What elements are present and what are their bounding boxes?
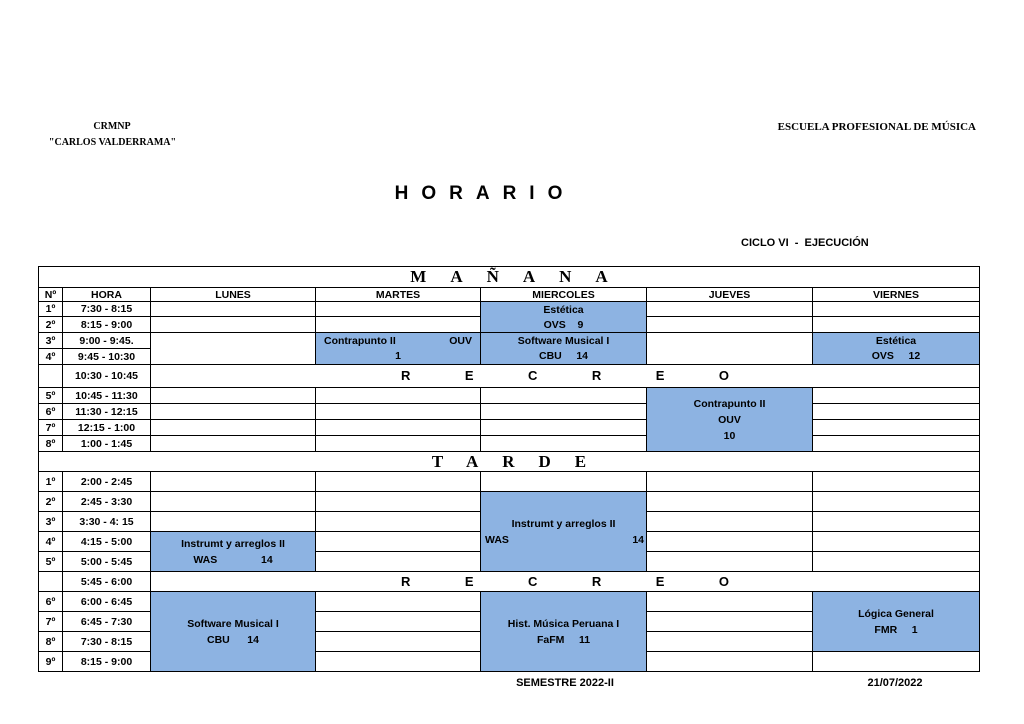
table-row — [39, 436, 980, 452]
period-number: 3º — [39, 512, 63, 532]
empty-cell — [647, 512, 813, 532]
empty-cell — [647, 302, 813, 317]
course-name: Estética — [543, 303, 584, 316]
course-room: 10 — [723, 429, 736, 442]
empty-cell — [316, 632, 481, 652]
empty-cell — [813, 552, 980, 572]
course-code: OVS 9 — [543, 318, 584, 331]
empty-cell — [151, 302, 316, 317]
period-number — [39, 365, 63, 388]
empty-cell — [647, 472, 813, 492]
empty-cell — [316, 388, 481, 404]
empty-cell — [151, 404, 316, 420]
empty-cell — [813, 388, 980, 404]
course-name: Instrumt y arreglos II — [181, 537, 285, 550]
course-name: Software Musical I — [517, 335, 610, 347]
empty-cell — [316, 532, 481, 552]
period-number: 6º — [39, 592, 63, 612]
empty-cell — [813, 302, 980, 317]
period-time: 7:30 - 8:15 — [63, 632, 151, 652]
course-name: Instrumt y arreglos II — [511, 517, 616, 530]
institution-subtitle: "CARLOS VALDERRAMA" — [48, 137, 177, 148]
period-time: 3:30 - 4: 15 — [63, 512, 151, 532]
page-title: HORARIO — [394, 183, 576, 204]
course-cell — [647, 388, 813, 452]
empty-cell — [316, 420, 481, 436]
empty-cell — [813, 404, 980, 420]
empty-cell — [481, 436, 647, 452]
course-code: CBU 14 — [207, 633, 259, 646]
empty-cell — [647, 612, 813, 632]
period-time: 2:45 - 3:30 — [63, 492, 151, 512]
institution-name: CRMNP — [93, 121, 131, 132]
empty-cell — [316, 472, 481, 492]
empty-cell — [316, 512, 481, 532]
column-header-row — [39, 288, 980, 302]
empty-cell — [316, 552, 481, 572]
recess-row — [39, 572, 980, 592]
empty-cell — [647, 652, 813, 672]
empty-cell — [813, 652, 980, 672]
course-name: Lógica General — [858, 607, 934, 620]
course-cell — [151, 592, 316, 672]
recess-label: R E C R E O — [151, 365, 980, 388]
course-cell — [813, 333, 980, 365]
course-room: 1 — [395, 350, 401, 362]
section-afternoon-title: TARDE — [39, 452, 980, 472]
period-time: 5:00 - 5:45 — [63, 552, 151, 572]
table-row — [39, 302, 980, 317]
empty-cell — [151, 317, 316, 333]
empty-cell — [316, 404, 481, 420]
period-number: 1º — [39, 472, 63, 492]
course-name: Estética — [875, 335, 917, 347]
period-number: 1º — [39, 302, 63, 317]
period-time: 1:00 - 1:45 — [63, 436, 151, 452]
course-code: OUV — [449, 335, 472, 347]
empty-cell — [813, 436, 980, 452]
period-number: 8º — [39, 632, 63, 652]
period-number: 4º — [39, 349, 63, 365]
school-name: ESCUELA PROFESIONAL DE MÚSICA — [777, 121, 976, 133]
period-number: 2º — [39, 492, 63, 512]
table-row — [39, 333, 980, 349]
cycle-label: CICLO VI - EJECUCIÓN — [741, 237, 869, 249]
course-cell — [813, 592, 980, 652]
column-header: MARTES — [316, 288, 481, 302]
period-time: 2:00 - 2:45 — [63, 472, 151, 492]
course-name: Software Musical I — [187, 617, 279, 630]
period-time: 5:45 - 6:00 — [63, 572, 151, 592]
empty-cell — [151, 436, 316, 452]
empty-cell — [813, 420, 980, 436]
empty-cell — [316, 317, 481, 333]
empty-cell — [151, 512, 316, 532]
table-row — [39, 420, 980, 436]
semester-label: SEMESTRE 2022-II — [516, 677, 614, 689]
period-number: 7º — [39, 420, 63, 436]
empty-cell — [813, 532, 980, 552]
period-time: 8:15 - 9:00 — [63, 652, 151, 672]
course-code: WAS 14 — [193, 553, 273, 566]
table-row — [39, 388, 980, 404]
schedule-table — [38, 266, 980, 672]
period-number: 4º — [39, 532, 63, 552]
course-name: Contrapunto II — [324, 335, 396, 347]
column-header: MIERCOLES — [481, 288, 647, 302]
empty-cell — [813, 492, 980, 512]
empty-cell — [316, 492, 481, 512]
course-cell — [316, 333, 481, 365]
course-cell — [481, 492, 647, 572]
course-cell — [481, 302, 647, 333]
table-row — [39, 472, 980, 492]
period-number: 7º — [39, 612, 63, 632]
empty-cell — [316, 612, 481, 632]
empty-cell — [151, 388, 316, 404]
empty-cell — [647, 552, 813, 572]
period-number: 8º — [39, 436, 63, 452]
empty-cell — [151, 420, 316, 436]
period-time: 11:30 - 12:15 — [63, 404, 151, 420]
recess-row — [39, 365, 980, 388]
empty-cell — [647, 492, 813, 512]
table-row — [39, 404, 980, 420]
period-time: 10:45 - 11:30 — [63, 388, 151, 404]
column-header: VIERNES — [813, 288, 980, 302]
period-time: 7:30 - 8:15 — [63, 302, 151, 317]
period-time: 8:15 - 9:00 — [63, 317, 151, 333]
empty-cell — [813, 317, 980, 333]
section-morning-title: MAÑANA — [39, 267, 980, 288]
course-code: CBU 14 — [538, 350, 589, 362]
column-header: LUNES — [151, 288, 316, 302]
period-number: 2º — [39, 317, 63, 333]
course-code: FaFM 11 — [536, 633, 591, 646]
course-code: WAS 14 — [485, 533, 644, 546]
empty-cell — [316, 302, 481, 317]
empty-cell — [316, 436, 481, 452]
course-code: FMR 1 — [874, 623, 918, 636]
empty-cell — [647, 632, 813, 652]
period-time: 9:45 - 10:30 — [63, 349, 151, 365]
empty-cell — [151, 333, 316, 365]
empty-cell — [151, 492, 316, 512]
empty-cell — [813, 512, 980, 532]
course-cell — [481, 592, 647, 672]
period-time: 10:30 - 10:45 — [63, 365, 151, 388]
empty-cell — [647, 592, 813, 612]
table-row — [39, 592, 980, 612]
period-time: 6:00 - 6:45 — [63, 592, 151, 612]
recess-label: R E C R E O — [151, 572, 980, 592]
period-time: 12:15 - 1:00 — [63, 420, 151, 436]
course-code: OUV — [718, 413, 741, 426]
empty-cell — [647, 317, 813, 333]
course-name: Hist. Música Peruana I — [507, 617, 620, 630]
column-header: JUEVES — [647, 288, 813, 302]
period-time: 4:15 - 5:00 — [63, 532, 151, 552]
course-name: Contrapunto II — [693, 397, 766, 410]
column-header: HORA — [63, 288, 151, 302]
empty-cell — [647, 333, 813, 365]
table-row — [39, 492, 980, 512]
period-time: 6:45 - 7:30 — [63, 612, 151, 632]
empty-cell — [481, 472, 647, 492]
empty-cell — [316, 592, 481, 612]
period-number: 6º — [39, 404, 63, 420]
period-number — [39, 572, 63, 592]
period-time: 9:00 - 9:45. — [63, 333, 151, 349]
period-number: 3º — [39, 333, 63, 349]
empty-cell — [151, 472, 316, 492]
column-header: Nº — [39, 288, 63, 302]
empty-cell — [481, 420, 647, 436]
empty-cell — [481, 404, 647, 420]
period-number: 5º — [39, 552, 63, 572]
period-number: 5º — [39, 388, 63, 404]
course-code: OVS 12 — [871, 350, 921, 362]
course-cell — [481, 333, 647, 365]
course-cell — [151, 532, 316, 572]
empty-cell — [813, 472, 980, 492]
empty-cell — [647, 532, 813, 552]
period-number: 9º — [39, 652, 63, 672]
empty-cell — [316, 652, 481, 672]
date-label: 21/07/2022 — [867, 677, 923, 689]
empty-cell — [481, 388, 647, 404]
